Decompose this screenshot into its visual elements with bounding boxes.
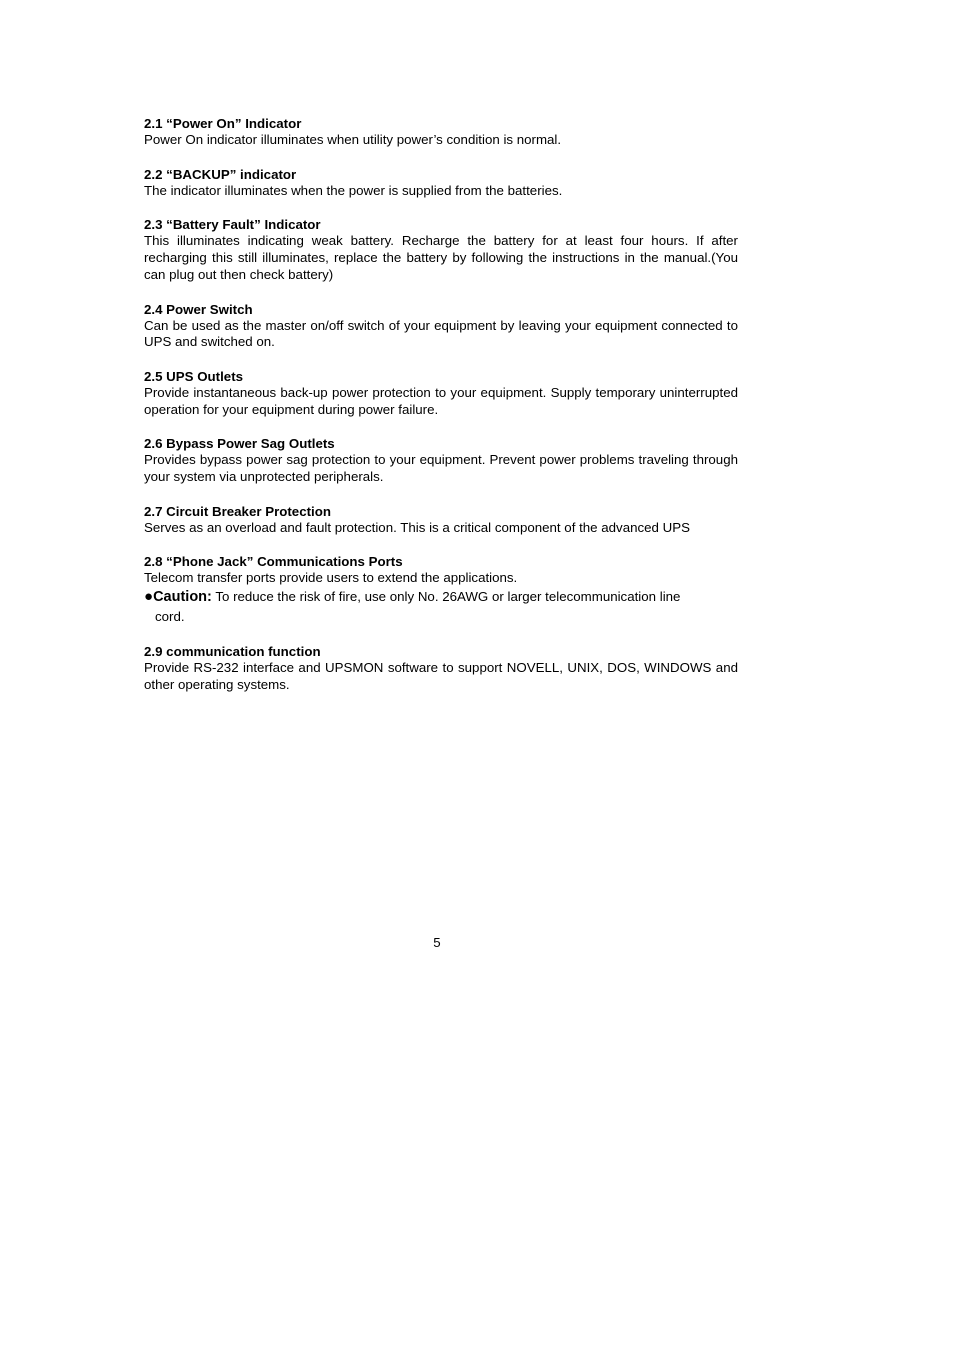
- section-body: The indicator illuminates when the power is supplied from the batteries.: [144, 182, 563, 198]
- section-body: Provide RS-232 interface and UPSMON software to support NOVELL, UNIX, DOS, WINDOWS and other operating systems.: [144, 660, 738, 692]
- section-body: Provide instantaneous back-up power protection to your equipment. Supply temporary uninterrupted operation for your equipment during power failure.: [144, 384, 738, 417]
- section-body: Serves as an overload and fault protection. This is a critical component of the advanced UPS: [144, 519, 690, 535]
- caution-note: [144, 587, 738, 626]
- section-body: Can be used as the master on/off switch of your equipment by leaving your equipment connected to UPS and switched on.: [144, 317, 738, 350]
- section-bypass-power-sag-outlets: [144, 435, 738, 485]
- page-number: 5: [433, 935, 441, 950]
- section-phone-jack-ports: [144, 553, 738, 626]
- section-heading: 2.8 “Phone Jack” Communications Ports: [144, 554, 403, 570]
- caution-label: Caution:: [153, 589, 212, 606]
- section-heading: 2.3 “Battery Fault” Indicator: [144, 217, 321, 233]
- section-heading: 2.7 Circuit Breaker Protection: [144, 503, 331, 519]
- section-body: Power On indicator illuminates when utility power’s condition is normal.: [144, 132, 562, 147]
- section-heading: 2.2 “BACKUP” indicator: [144, 166, 297, 182]
- section-power-switch: [144, 301, 738, 351]
- section-body: Provides bypass power sag protection to your equipment. Prevent power problems traveling through your system via unprotected peripherals.: [144, 452, 738, 485]
- section-body: Telecom transfer ports provide users to extend the applications.: [144, 570, 518, 586]
- section-body: This illuminates indicating weak battery. Recharge the battery for at least four hours. If after recharging this still illuminates, replace the battery by following the instructions in the manual.(You can plug out then check battery): [144, 233, 738, 282]
- section-ups-outlets: [144, 368, 738, 418]
- section-heading: 2.1 “Power On” Indicator: [144, 116, 302, 131]
- section-heading: 2.6 Bypass Power Sag Outlets: [144, 436, 335, 452]
- section-backup-indicator: [144, 166, 738, 200]
- caution-continuation: cord.: [155, 609, 185, 625]
- bullet-icon: ●: [144, 588, 154, 606]
- section-battery-fault-indicator: [144, 216, 738, 283]
- caution-text: To reduce the risk of fire, use only No. 26AWG or larger telecommunication line: [215, 589, 681, 605]
- section-circuit-breaker-protection: [144, 503, 738, 537]
- section-heading: 2.4 Power Switch: [144, 301, 253, 317]
- section-heading: 2.5 UPS Outlets: [144, 368, 244, 384]
- section-communication-function: [144, 643, 738, 693]
- section-heading: 2.9 communication function: [144, 644, 321, 660]
- page-content: [144, 115, 738, 711]
- section-power-on-indicator: [144, 115, 738, 149]
